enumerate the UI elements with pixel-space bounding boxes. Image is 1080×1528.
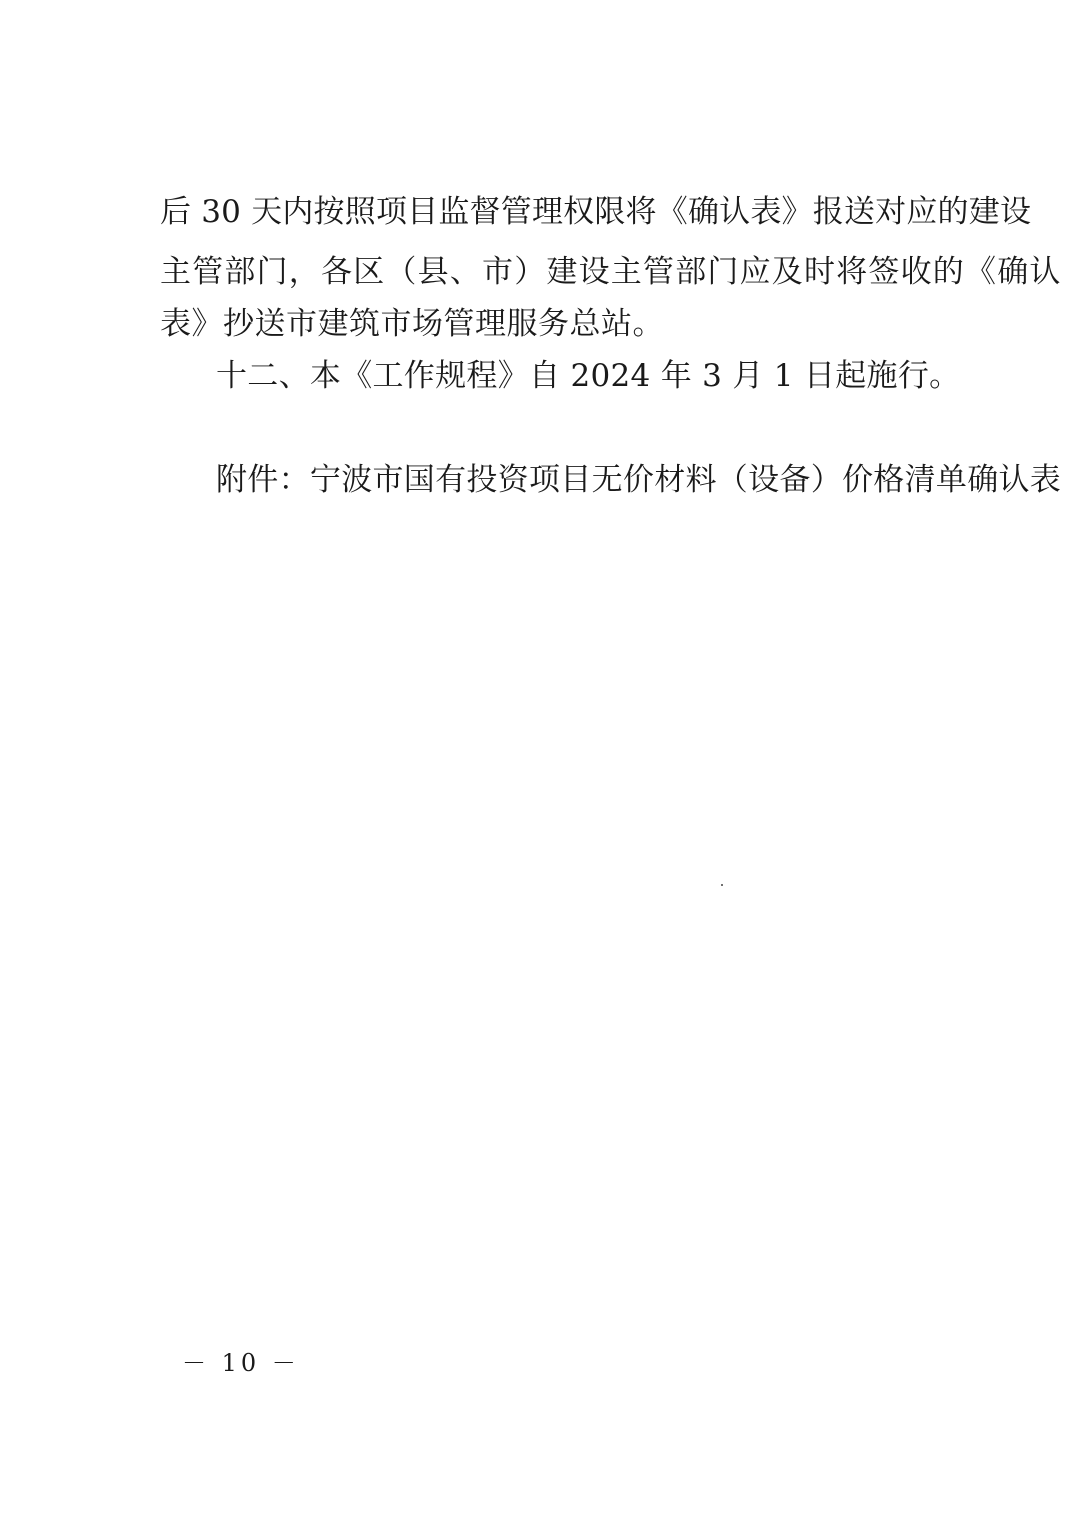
page-number: － 10 － [182,1349,300,1377]
paragraph-line-1: 后 30 天内按照项目监督管理权限将《确认表》报送对应的建设 [160,194,1032,230]
paragraph-line-2: 主管部门，各区（县、市）建设主管部门应及时将签收的《确认 [160,254,1062,290]
scan-artifact-dot [721,884,723,886]
paragraph-line-3: 表》抄送市建筑市场管理服务总站。 [160,306,664,342]
clause-twelve: 十二、本《工作规程》自 2024 年 3 月 1 日起施行。 [216,358,961,394]
attachment-note: 附件：宁波市国有投资项目无价材料（设备）价格清单确认表 [216,462,1062,498]
